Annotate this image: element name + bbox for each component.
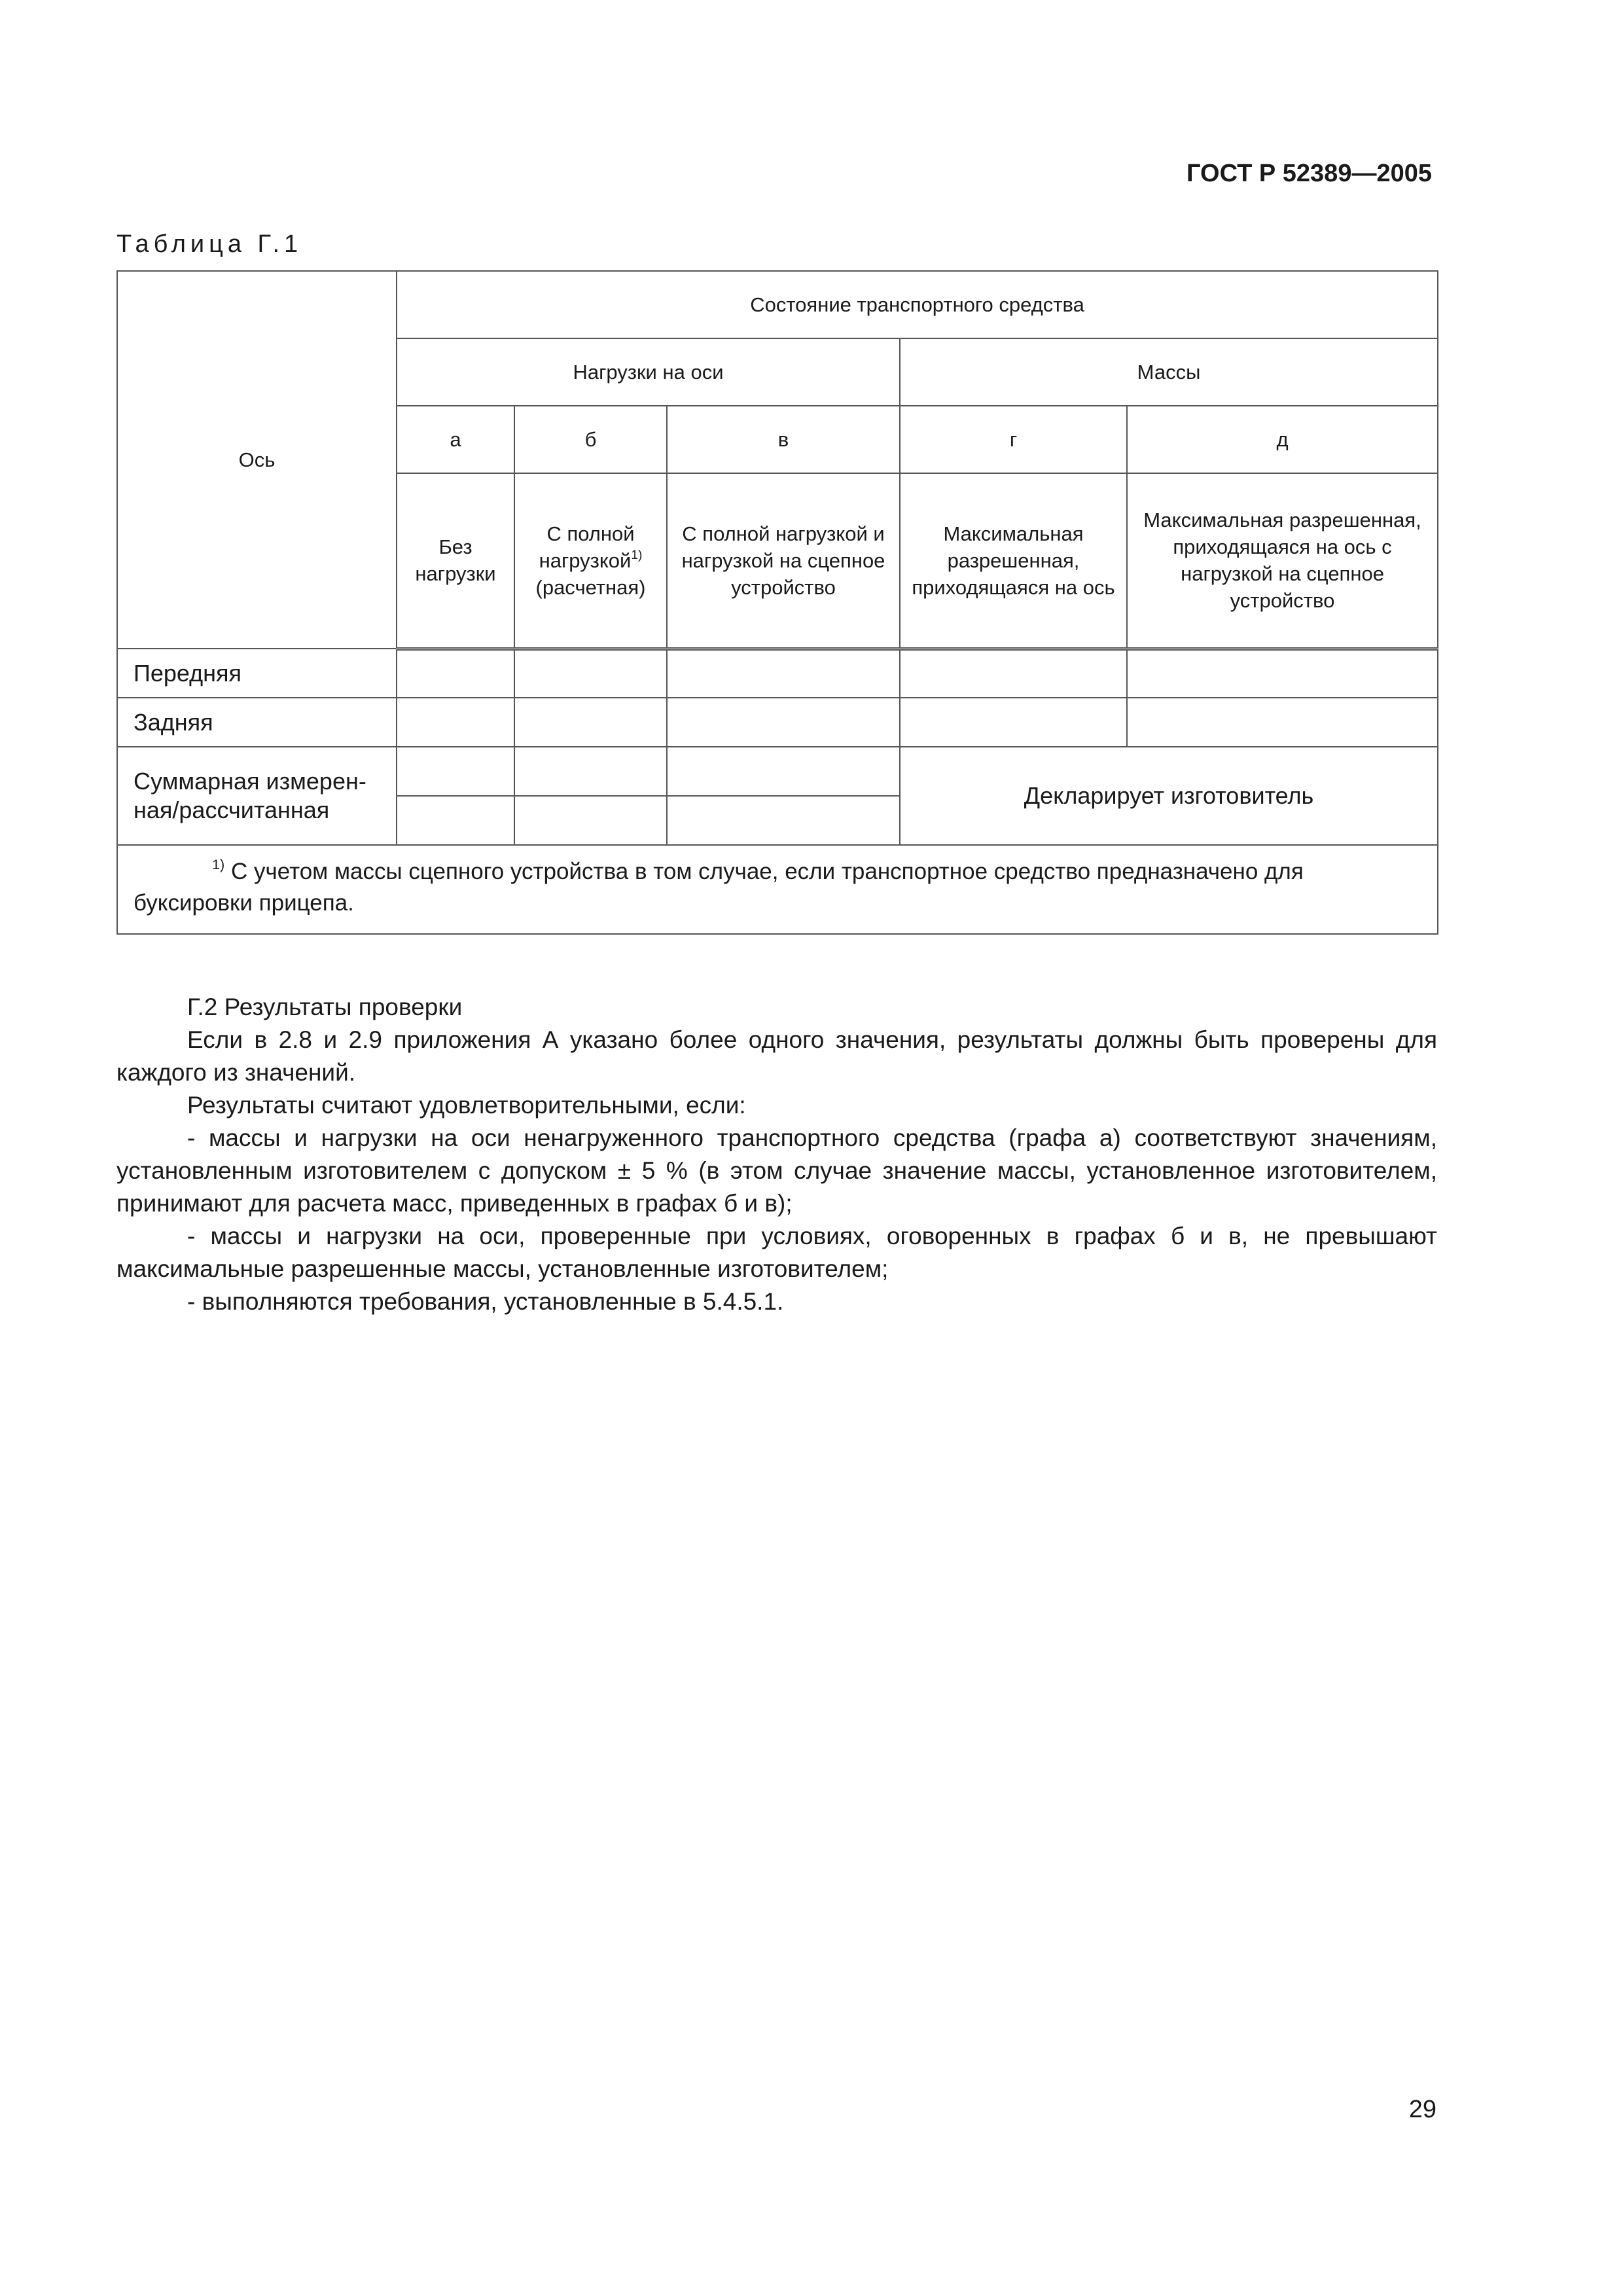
col-g-description: Максимальная разрешенная, приходящаяся на ось [900, 473, 1127, 649]
table-cell [397, 698, 514, 747]
table-cell [514, 796, 667, 845]
table-cell [397, 796, 514, 845]
table-caption: Таблица Г.1 [116, 230, 303, 258]
table-cell [667, 796, 900, 845]
col-letter-a: а [397, 406, 514, 473]
declared-cell: Декларирует изготовитель [900, 747, 1438, 845]
table-cell [900, 649, 1127, 698]
table-cell [397, 649, 514, 698]
table-cell [1127, 698, 1438, 747]
loads-group-header: Нагрузки на оси [397, 338, 900, 406]
col-a-description: Без нагрузки [397, 473, 514, 649]
col-letter-g: г [900, 406, 1127, 473]
table-cell [514, 649, 667, 698]
table-cell [667, 649, 900, 698]
col-letter-v: в [667, 406, 900, 473]
table-cell [397, 747, 514, 796]
results-section [116, 991, 1437, 1318]
table-footnote [117, 845, 1438, 934]
masses-group-header: Массы [900, 338, 1438, 406]
col-d-description: Максимальная разрешенная, приходящаяся на ось с нагрузкой на сцепное устройство [1127, 473, 1438, 649]
paragraph: Если в 2.8 и 2.9 приложения А указано более одного значения, результаты должны быть проверены для каждого из значений. [116, 1026, 1437, 1086]
footnote-mark: 1) [212, 856, 225, 873]
table-cell [900, 698, 1127, 747]
mass-table [116, 270, 1438, 935]
table-cell [514, 747, 667, 796]
state-header: Состояние транспортного средства [397, 271, 1438, 338]
document-code: ГОСТ Р 52389—2005 [1186, 160, 1432, 187]
col-b-text: С полной нагрузкой [539, 522, 635, 572]
axis-header: Ось [117, 271, 397, 649]
table-cell [1127, 649, 1438, 698]
list-item: - выполняются требования, установленные в 5.4.5.1. [187, 1288, 784, 1315]
footnote-text: С учетом массы сцепного устройства в том случае, если транспортное средство предназначено для буксировки прицепа. [134, 859, 1304, 916]
section-heading: Г.2 Результаты проверки [187, 994, 463, 1020]
row-front-label: Передняя [117, 649, 397, 698]
row-total-label: Суммарная измерен-ная/рассчитанная [117, 747, 397, 845]
page-number: 29 [1408, 2096, 1436, 2123]
table-cell [667, 698, 900, 747]
table-cell [667, 747, 900, 796]
list-item: - массы и нагрузки на оси ненагруженного транспортного средства (графа а) соответствуют значениям, установленным изготовителем с допуском ± 5 % (в этом случае значение массы, установленное изготовителем, принимают для расчета масс, приведенных в графах б и в); [116, 1124, 1437, 1217]
paragraph: Результаты считают удовлетворительными, если: [187, 1092, 746, 1119]
col-letter-d: д [1127, 406, 1438, 473]
col-b-text-2: (расчетная) [535, 575, 646, 599]
col-b-description [514, 473, 667, 649]
footnote-ref: 1) [631, 548, 643, 562]
col-v-description: С полной нагрузкой и нагрузкой на сцепное устройство [667, 473, 900, 649]
col-letter-b: б [514, 406, 667, 473]
list-item: - массы и нагрузки на оси, проверенные при условиях, оговоренных в графах б и в, не превышают максимальные разрешенные массы, установленные изготовителем; [116, 1223, 1437, 1282]
table-cell [514, 698, 667, 747]
row-rear-label: Задняя [117, 698, 397, 747]
